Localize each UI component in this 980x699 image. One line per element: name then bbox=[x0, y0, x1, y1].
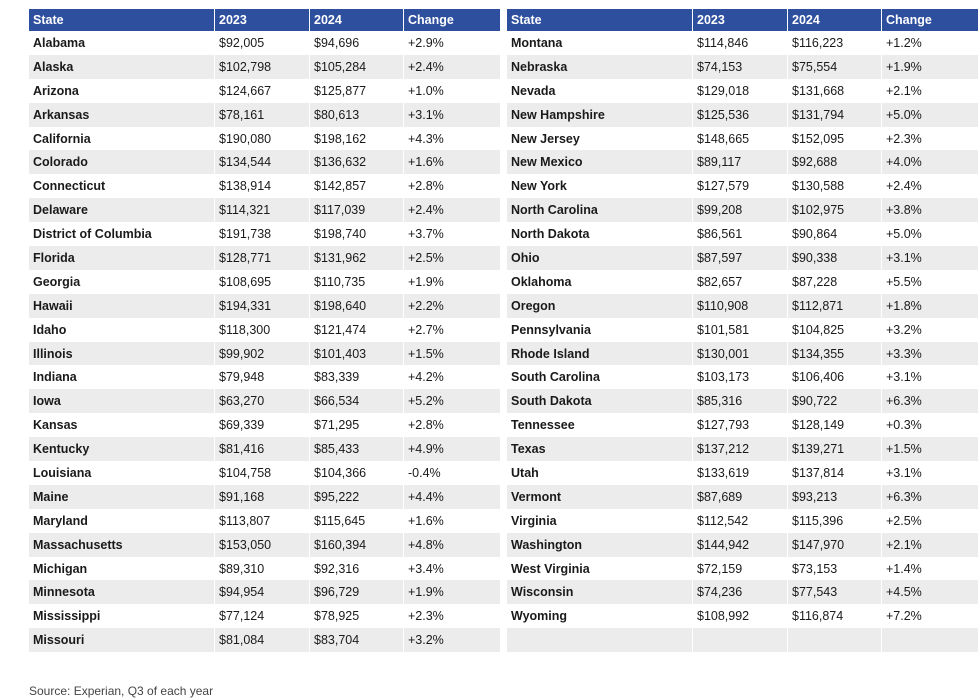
cell-2023: $104,758 bbox=[215, 461, 310, 485]
cell-change: +2.9% bbox=[404, 31, 501, 55]
cell-state: Florida bbox=[29, 246, 215, 270]
cell-change: +5.0% bbox=[882, 103, 979, 127]
cell-change: +7.2% bbox=[882, 604, 979, 628]
cell-state: Nevada bbox=[507, 79, 693, 103]
table-row bbox=[29, 270, 501, 294]
cell-2023: $191,738 bbox=[215, 222, 310, 246]
cell-2023: $91,168 bbox=[215, 485, 310, 509]
header-change: Change bbox=[882, 9, 979, 31]
table-row bbox=[29, 55, 501, 79]
cell-2023: $194,331 bbox=[215, 294, 310, 318]
right-table-body bbox=[507, 31, 979, 652]
table-row bbox=[29, 198, 501, 222]
cell-state: North Carolina bbox=[507, 198, 693, 222]
cell-2023: $99,902 bbox=[215, 342, 310, 366]
cell-state: North Dakota bbox=[507, 222, 693, 246]
cell-state: Kansas bbox=[29, 413, 215, 437]
table-row bbox=[29, 318, 501, 342]
table-row bbox=[29, 103, 501, 127]
table-row bbox=[29, 127, 501, 151]
cell-change: +3.1% bbox=[882, 365, 979, 389]
cell-change: +2.3% bbox=[882, 127, 979, 151]
cell-2023: $102,798 bbox=[215, 55, 310, 79]
cell-2023: $72,159 bbox=[693, 557, 788, 581]
cell-change: +5.5% bbox=[882, 270, 979, 294]
table-header-row bbox=[507, 9, 979, 31]
cell-2024: $73,153 bbox=[788, 557, 882, 581]
cell-2024: $198,162 bbox=[310, 127, 404, 151]
cell-state: Arizona bbox=[29, 79, 215, 103]
cell-change: +1.0% bbox=[404, 79, 501, 103]
table-row bbox=[507, 533, 979, 557]
cell-state: Vermont bbox=[507, 485, 693, 509]
empty-cell bbox=[788, 628, 882, 652]
empty-cell bbox=[507, 628, 693, 652]
cell-change: +3.1% bbox=[882, 461, 979, 485]
cell-2023: $108,992 bbox=[693, 604, 788, 628]
cell-state: Louisiana bbox=[29, 461, 215, 485]
cell-2023: $138,914 bbox=[215, 174, 310, 198]
header-change: Change bbox=[404, 9, 501, 31]
table-row bbox=[29, 557, 501, 581]
cell-2023: $89,117 bbox=[693, 150, 788, 174]
cell-state: Nebraska bbox=[507, 55, 693, 79]
cell-2023: $113,807 bbox=[215, 509, 310, 533]
cell-2024: $105,284 bbox=[310, 55, 404, 79]
cell-change: +2.4% bbox=[882, 174, 979, 198]
cell-2024: $93,213 bbox=[788, 485, 882, 509]
cell-state: Iowa bbox=[29, 389, 215, 413]
cell-2024: $131,962 bbox=[310, 246, 404, 270]
cell-2024: $101,403 bbox=[310, 342, 404, 366]
cell-2023: $128,771 bbox=[215, 246, 310, 270]
cell-change: +5.2% bbox=[404, 389, 501, 413]
cell-2024: $104,366 bbox=[310, 461, 404, 485]
cell-2023: $79,948 bbox=[215, 365, 310, 389]
cell-state: South Dakota bbox=[507, 389, 693, 413]
cell-change: +1.6% bbox=[404, 150, 501, 174]
table-row bbox=[29, 437, 501, 461]
header-2023: 2023 bbox=[215, 9, 310, 31]
cell-change: +1.6% bbox=[404, 509, 501, 533]
cell-2024: $147,970 bbox=[788, 533, 882, 557]
cell-2023: $127,793 bbox=[693, 413, 788, 437]
cell-2024: $96,729 bbox=[310, 580, 404, 604]
cell-state: Rhode Island bbox=[507, 342, 693, 366]
table-row bbox=[507, 31, 979, 55]
cell-state: Missouri bbox=[29, 628, 215, 652]
cell-change: +4.0% bbox=[882, 150, 979, 174]
cell-2023: $101,581 bbox=[693, 318, 788, 342]
left-table-body bbox=[29, 31, 501, 652]
cell-state: Hawaii bbox=[29, 294, 215, 318]
cell-2023: $87,689 bbox=[693, 485, 788, 509]
cell-2024: $136,632 bbox=[310, 150, 404, 174]
table-row bbox=[507, 294, 979, 318]
cell-2024: $117,039 bbox=[310, 198, 404, 222]
table-row bbox=[29, 150, 501, 174]
cell-2023: $110,908 bbox=[693, 294, 788, 318]
cell-change: +2.1% bbox=[882, 533, 979, 557]
table-row bbox=[29, 533, 501, 557]
table-row bbox=[29, 294, 501, 318]
cell-2023: $129,018 bbox=[693, 79, 788, 103]
cell-2023: $114,846 bbox=[693, 31, 788, 55]
cell-2024: $131,668 bbox=[788, 79, 882, 103]
cell-change: +2.4% bbox=[404, 198, 501, 222]
cell-change: +1.9% bbox=[404, 270, 501, 294]
cell-state: Connecticut bbox=[29, 174, 215, 198]
cell-2024: $92,316 bbox=[310, 557, 404, 581]
cell-state: Minnesota bbox=[29, 580, 215, 604]
cell-2024: $83,704 bbox=[310, 628, 404, 652]
table-row bbox=[507, 628, 979, 652]
cell-change: +1.5% bbox=[882, 437, 979, 461]
cell-2023: $153,050 bbox=[215, 533, 310, 557]
cell-state: Tennessee bbox=[507, 413, 693, 437]
cell-state: Idaho bbox=[29, 318, 215, 342]
cell-change: +4.4% bbox=[404, 485, 501, 509]
cell-2024: $102,975 bbox=[788, 198, 882, 222]
cell-state: Utah bbox=[507, 461, 693, 485]
table-row bbox=[507, 557, 979, 581]
table-row bbox=[507, 318, 979, 342]
table-row bbox=[507, 174, 979, 198]
cell-change: +3.4% bbox=[404, 557, 501, 581]
table-row bbox=[507, 150, 979, 174]
cell-change: +6.3% bbox=[882, 485, 979, 509]
cell-state: Kentucky bbox=[29, 437, 215, 461]
cell-2024: $130,588 bbox=[788, 174, 882, 198]
cell-2023: $133,619 bbox=[693, 461, 788, 485]
cell-2023: $74,153 bbox=[693, 55, 788, 79]
cell-change: +2.5% bbox=[882, 509, 979, 533]
cell-2023: $69,339 bbox=[215, 413, 310, 437]
cell-2023: $85,316 bbox=[693, 389, 788, 413]
cell-change: +4.8% bbox=[404, 533, 501, 557]
cell-state: Massachusetts bbox=[29, 533, 215, 557]
cell-2023: $63,270 bbox=[215, 389, 310, 413]
table-row bbox=[29, 628, 501, 652]
cell-change: +3.1% bbox=[882, 246, 979, 270]
cell-2023: $130,001 bbox=[693, 342, 788, 366]
cell-change: +4.9% bbox=[404, 437, 501, 461]
cell-state: Michigan bbox=[29, 557, 215, 581]
table-row bbox=[29, 31, 501, 55]
table-row bbox=[29, 580, 501, 604]
cell-2023: $92,005 bbox=[215, 31, 310, 55]
cell-2023: $86,561 bbox=[693, 222, 788, 246]
cell-change: +3.3% bbox=[882, 342, 979, 366]
cell-2024: $142,857 bbox=[310, 174, 404, 198]
table-row bbox=[29, 461, 501, 485]
table-row bbox=[507, 127, 979, 151]
cell-change: +1.9% bbox=[882, 55, 979, 79]
table-row bbox=[507, 103, 979, 127]
cell-state: New Mexico bbox=[507, 150, 693, 174]
cell-2024: $115,645 bbox=[310, 509, 404, 533]
cell-2024: $116,223 bbox=[788, 31, 882, 55]
cell-change: +6.3% bbox=[882, 389, 979, 413]
cell-2024: $106,406 bbox=[788, 365, 882, 389]
cell-2024: $125,877 bbox=[310, 79, 404, 103]
table-row bbox=[507, 413, 979, 437]
table-row bbox=[29, 389, 501, 413]
cell-2024: $121,474 bbox=[310, 318, 404, 342]
header-2023: 2023 bbox=[693, 9, 788, 31]
cell-change: +3.2% bbox=[882, 318, 979, 342]
cell-2024: $134,355 bbox=[788, 342, 882, 366]
table-row bbox=[507, 437, 979, 461]
cell-state: Colorado bbox=[29, 150, 215, 174]
cell-change: +2.2% bbox=[404, 294, 501, 318]
table-row bbox=[29, 79, 501, 103]
cell-state: California bbox=[29, 127, 215, 151]
cell-2024: $80,613 bbox=[310, 103, 404, 127]
cell-2023: $89,310 bbox=[215, 557, 310, 581]
cell-change: +1.8% bbox=[882, 294, 979, 318]
cell-change: +4.5% bbox=[882, 580, 979, 604]
cell-change: +1.4% bbox=[882, 557, 979, 581]
cell-2024: $198,640 bbox=[310, 294, 404, 318]
cell-2024: $90,722 bbox=[788, 389, 882, 413]
cell-2024: $110,735 bbox=[310, 270, 404, 294]
cell-2024: $160,394 bbox=[310, 533, 404, 557]
left-data-table bbox=[29, 9, 501, 652]
header-state: State bbox=[29, 9, 215, 31]
table-row bbox=[507, 222, 979, 246]
cell-change: +2.1% bbox=[882, 79, 979, 103]
cell-2023: $78,161 bbox=[215, 103, 310, 127]
cell-state: Alabama bbox=[29, 31, 215, 55]
cell-2024: $95,222 bbox=[310, 485, 404, 509]
cell-state: Mississippi bbox=[29, 604, 215, 628]
cell-2024: $139,271 bbox=[788, 437, 882, 461]
cell-2024: $87,228 bbox=[788, 270, 882, 294]
cell-change: +4.3% bbox=[404, 127, 501, 151]
table-row bbox=[507, 509, 979, 533]
header-2024: 2024 bbox=[788, 9, 882, 31]
cell-change: -0.4% bbox=[404, 461, 501, 485]
cell-change: +3.2% bbox=[404, 628, 501, 652]
cell-2023: $112,542 bbox=[693, 509, 788, 533]
cell-2023: $81,084 bbox=[215, 628, 310, 652]
cell-2023: $148,665 bbox=[693, 127, 788, 151]
cell-2024: $85,433 bbox=[310, 437, 404, 461]
cell-2023: $144,942 bbox=[693, 533, 788, 557]
cell-2024: $71,295 bbox=[310, 413, 404, 437]
cell-change: +1.2% bbox=[882, 31, 979, 55]
cell-state: Texas bbox=[507, 437, 693, 461]
cell-state: Washington bbox=[507, 533, 693, 557]
cell-2023: $190,080 bbox=[215, 127, 310, 151]
table-row bbox=[29, 604, 501, 628]
cell-2023: $82,657 bbox=[693, 270, 788, 294]
cell-state: Virginia bbox=[507, 509, 693, 533]
cell-2024: $75,554 bbox=[788, 55, 882, 79]
cell-state: Oklahoma bbox=[507, 270, 693, 294]
cell-state: Oregon bbox=[507, 294, 693, 318]
cell-2024: $115,396 bbox=[788, 509, 882, 533]
cell-2024: $112,871 bbox=[788, 294, 882, 318]
cell-2023: $118,300 bbox=[215, 318, 310, 342]
cell-state: Wisconsin bbox=[507, 580, 693, 604]
cell-2023: $108,695 bbox=[215, 270, 310, 294]
table-row bbox=[29, 174, 501, 198]
cell-2024: $66,534 bbox=[310, 389, 404, 413]
cell-change: +3.1% bbox=[404, 103, 501, 127]
cell-2024: $104,825 bbox=[788, 318, 882, 342]
source-note: Source: Experian, Q3 of each year bbox=[29, 684, 214, 698]
cell-state: Ohio bbox=[507, 246, 693, 270]
table-row bbox=[507, 342, 979, 366]
cell-state: Illinois bbox=[29, 342, 215, 366]
table-row bbox=[29, 509, 501, 533]
table-row bbox=[507, 580, 979, 604]
table-row bbox=[507, 461, 979, 485]
table-row bbox=[29, 222, 501, 246]
cell-2024: $131,794 bbox=[788, 103, 882, 127]
cell-change: +4.2% bbox=[404, 365, 501, 389]
cell-change: +1.9% bbox=[404, 580, 501, 604]
table-row bbox=[29, 413, 501, 437]
cell-state: Arkansas bbox=[29, 103, 215, 127]
header-2024: 2024 bbox=[310, 9, 404, 31]
cell-change: +2.5% bbox=[404, 246, 501, 270]
table-row bbox=[507, 270, 979, 294]
cell-2023: $74,236 bbox=[693, 580, 788, 604]
cell-2024: $78,925 bbox=[310, 604, 404, 628]
cell-2024: $128,149 bbox=[788, 413, 882, 437]
cell-state: Wyoming bbox=[507, 604, 693, 628]
cell-change: +2.7% bbox=[404, 318, 501, 342]
right-data-table bbox=[507, 9, 979, 652]
table-row bbox=[507, 389, 979, 413]
cell-state: Georgia bbox=[29, 270, 215, 294]
table-header-row bbox=[29, 9, 501, 31]
empty-cell bbox=[693, 628, 788, 652]
cell-change: +3.8% bbox=[882, 198, 979, 222]
cell-2023: $94,954 bbox=[215, 580, 310, 604]
cell-state: Indiana bbox=[29, 365, 215, 389]
cell-2024: $92,688 bbox=[788, 150, 882, 174]
cell-state: Maryland bbox=[29, 509, 215, 533]
cell-state: Maine bbox=[29, 485, 215, 509]
cell-2024: $116,874 bbox=[788, 604, 882, 628]
cell-state: Delaware bbox=[29, 198, 215, 222]
cell-state: New Hampshire bbox=[507, 103, 693, 127]
cell-2024: $152,095 bbox=[788, 127, 882, 151]
table-row bbox=[29, 365, 501, 389]
cell-state: West Virginia bbox=[507, 557, 693, 581]
cell-2023: $134,544 bbox=[215, 150, 310, 174]
cell-change: +5.0% bbox=[882, 222, 979, 246]
table-row bbox=[507, 79, 979, 103]
cell-2023: $103,173 bbox=[693, 365, 788, 389]
table-row bbox=[507, 485, 979, 509]
cell-state: Alaska bbox=[29, 55, 215, 79]
cell-2023: $127,579 bbox=[693, 174, 788, 198]
cell-change: +1.5% bbox=[404, 342, 501, 366]
empty-cell bbox=[882, 628, 979, 652]
cell-change: +2.4% bbox=[404, 55, 501, 79]
cell-2024: $137,814 bbox=[788, 461, 882, 485]
table-row bbox=[29, 246, 501, 270]
cell-2023: $77,124 bbox=[215, 604, 310, 628]
cell-2023: $124,667 bbox=[215, 79, 310, 103]
cell-state: Montana bbox=[507, 31, 693, 55]
table-row bbox=[507, 604, 979, 628]
header-state: State bbox=[507, 9, 693, 31]
table-row bbox=[29, 485, 501, 509]
cell-2023: $137,212 bbox=[693, 437, 788, 461]
cell-2024: $90,864 bbox=[788, 222, 882, 246]
cell-2024: $90,338 bbox=[788, 246, 882, 270]
cell-state: New York bbox=[507, 174, 693, 198]
cell-2024: $83,339 bbox=[310, 365, 404, 389]
table-row bbox=[507, 246, 979, 270]
cell-2023: $81,416 bbox=[215, 437, 310, 461]
cell-2024: $94,696 bbox=[310, 31, 404, 55]
cell-2023: $125,536 bbox=[693, 103, 788, 127]
cell-change: +2.3% bbox=[404, 604, 501, 628]
cell-change: +2.8% bbox=[404, 174, 501, 198]
cell-change: +2.8% bbox=[404, 413, 501, 437]
cell-change: +3.7% bbox=[404, 222, 501, 246]
table-row bbox=[29, 342, 501, 366]
cell-2024: $77,543 bbox=[788, 580, 882, 604]
cell-2023: $99,208 bbox=[693, 198, 788, 222]
cell-state: New Jersey bbox=[507, 127, 693, 151]
cell-2023: $87,597 bbox=[693, 246, 788, 270]
cell-2024: $198,740 bbox=[310, 222, 404, 246]
table-row bbox=[507, 198, 979, 222]
table-row bbox=[507, 55, 979, 79]
cell-state: Pennsylvania bbox=[507, 318, 693, 342]
cell-state: District of Columbia bbox=[29, 222, 215, 246]
cell-state: South Carolina bbox=[507, 365, 693, 389]
cell-2023: $114,321 bbox=[215, 198, 310, 222]
cell-change: +0.3% bbox=[882, 413, 979, 437]
table-row bbox=[507, 365, 979, 389]
